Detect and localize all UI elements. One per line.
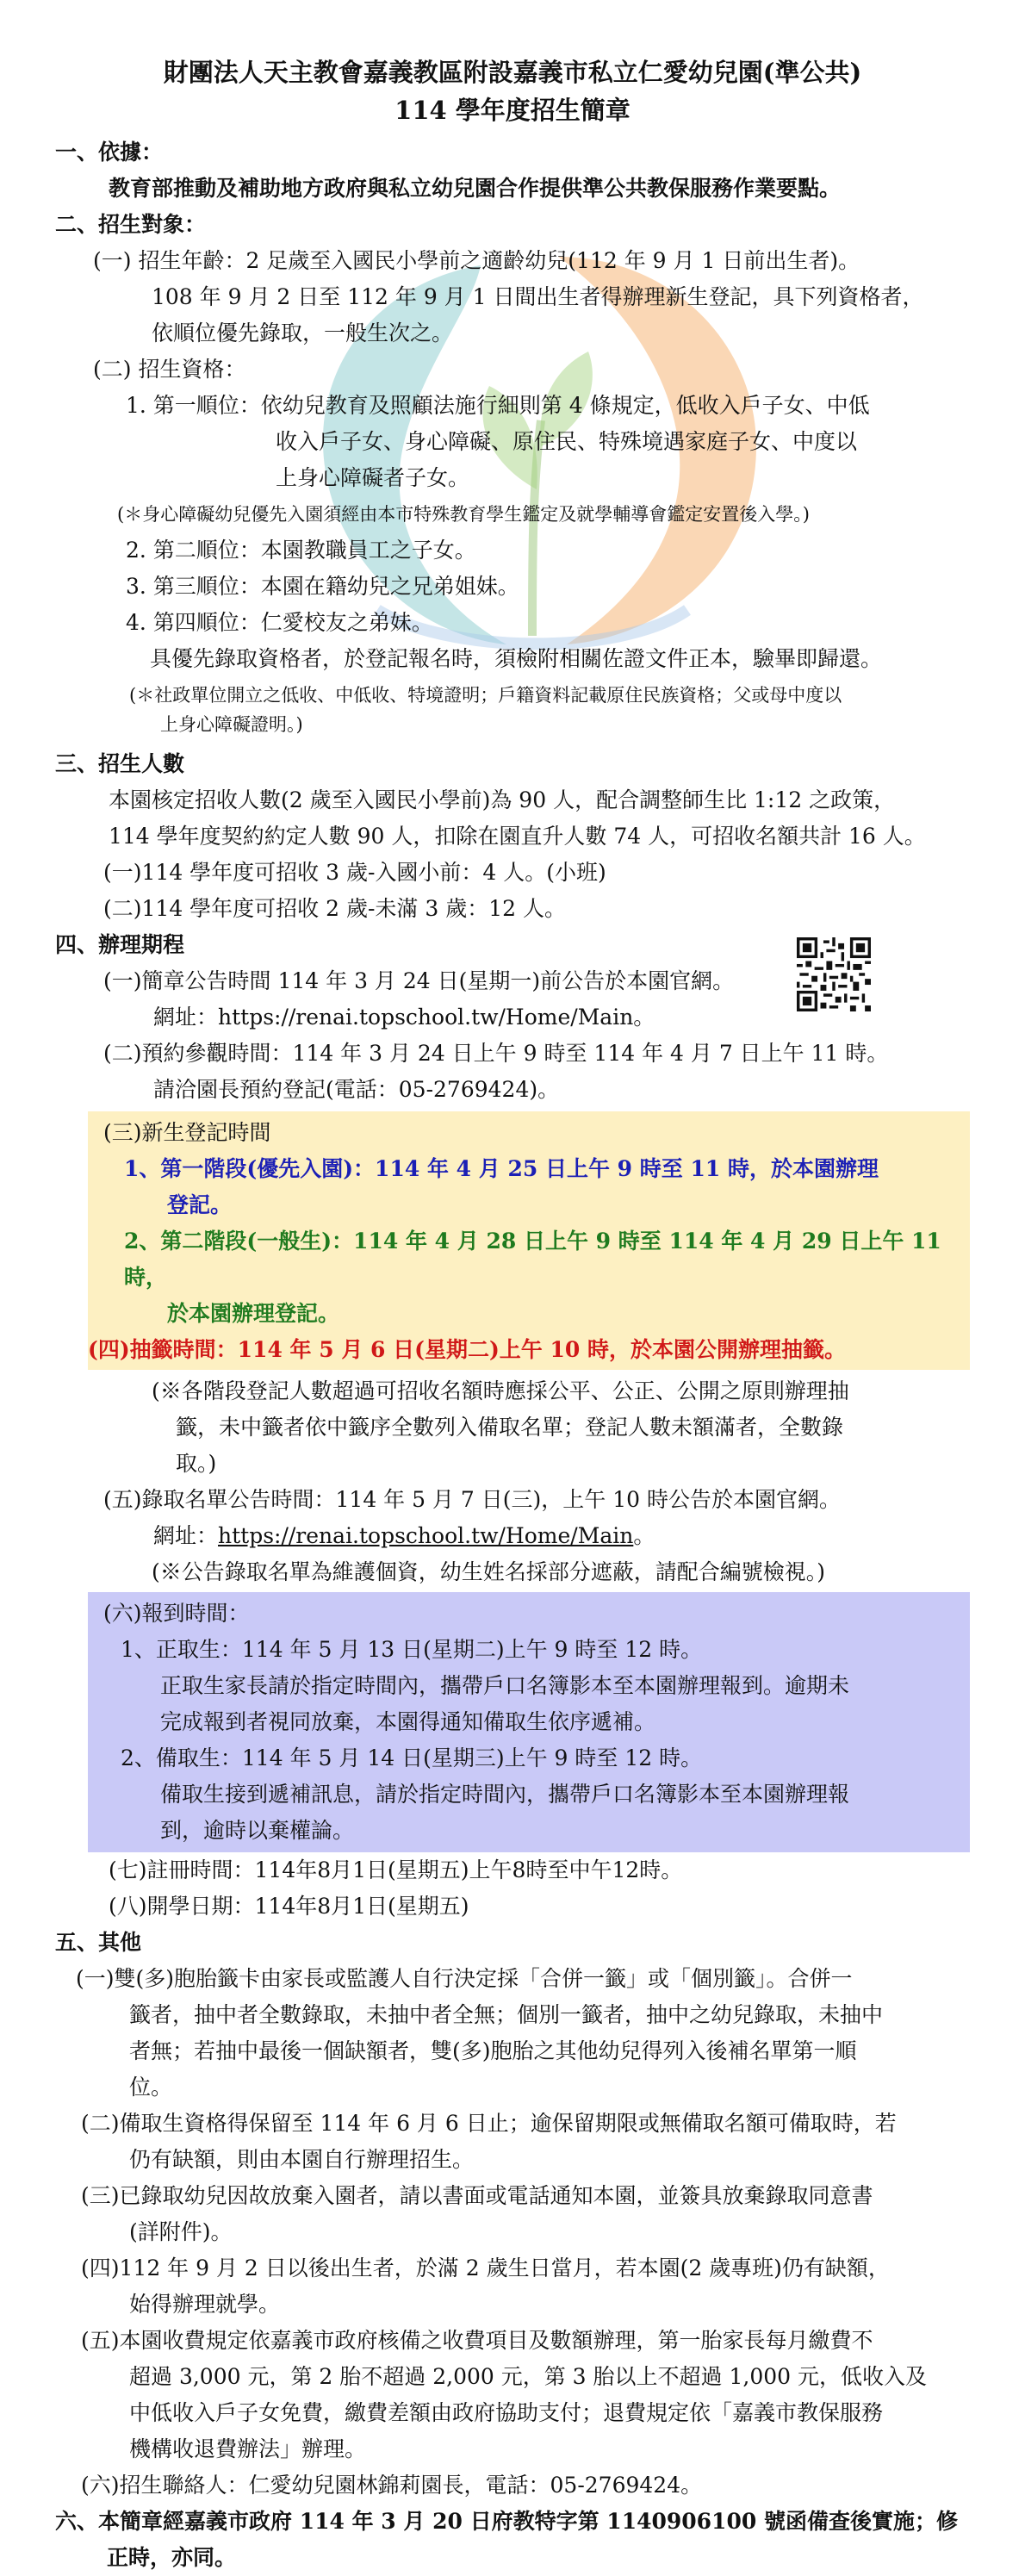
basis-text: 教育部推動及補助地方政府與私立幼兒園合作提供準公共教保服務作業要點。: [109, 176, 842, 201]
priority-3: 3. 第三順位：本園在籍幼兒之兄弟姐妹。: [126, 574, 519, 599]
visit-line: (二)預約參觀時間：114 年 3 月 24 日上午 9 時至 114 年 4 月 7 日上午 11 時。: [103, 1041, 889, 1066]
report-admitted: 1、正取生：114 年 5 月 13 日(星期二)上午 9 時至 12 時。: [121, 1637, 703, 1662]
registration-time: (七)註冊時間：114年8月1日(星期五)上午8時至中午12時。: [109, 1857, 683, 1882]
other-item: 機構收退費辦法」辦理。: [129, 2436, 367, 2461]
lottery-note: 取。): [176, 1451, 217, 1476]
registration-label: (三)新生登記時間: [103, 1120, 271, 1145]
page-subtitle: 114 學年度招生簡章: [394, 96, 631, 125]
stage-1: 1、第一階段(優先入園)：114 年 4 月 25 日上午 9 時至 11 時，於本園辦理: [124, 1156, 879, 1181]
report-waitlist: 2、備取生：114 年 5 月 14 日(星期三)上午 9 時至 12 時。: [121, 1745, 703, 1770]
quota-line: 114 學年度契約約定人數 90 人，扣除在園直升人數 74 人，可招收名額共計 16 人。: [109, 824, 926, 849]
stage-2: 2、第二階段(一般生)：114 年 4 月 28 日上午 9 時至 114 年 4 月 29 日上午 11 時，: [124, 1229, 941, 1290]
other-item: 者無；若抽中最後一個缺額者，雙(多)胞胎之其他幼兒得列入後補名單第一順: [129, 2038, 857, 2063]
stage-2: 於本園辦理登記。: [167, 1301, 340, 1326]
quota-line: (二)114 學年度可招收 2 歲-未滿 3 歲：12 人。: [103, 896, 566, 921]
results-line: (五)錄取名單公告時間：114 年 5 月 7 日(三)，上午 10 時公告於本園官網。: [103, 1487, 841, 1512]
results-website-line: [0, 1518, 1025, 1554]
qualification-label: (二) 招生資格：: [93, 357, 246, 382]
report-admitted-desc: 正取生家長請於指定時間內，攜帶戶口名簿影本至本園辦理報到。逾期未: [160, 1673, 850, 1698]
note: (＊身心障礙幼兒優先入園須經由本市特殊教育學生鑑定及就學輔導會鑑定安置後入學。): [117, 504, 810, 525]
school-start-date: (八)開學日期：114年8月1日(星期五): [109, 1894, 469, 1919]
approval-line: 正時，亦同。: [107, 2545, 237, 2570]
website-prefix: 網址：: [153, 1523, 219, 1548]
report-waitlist-desc: 備取生接到遞補訊息，請於指定時間內，攜帶戶口名簿影本至本園辦理報: [160, 1782, 850, 1807]
privacy-note: (※公告錄取名單為維護個資，幼生姓名採部分遮蔽，請配合編號檢視。): [152, 1559, 826, 1584]
other-item: (三)已錄取幼兒因故放棄入園者，請以書面或電話通知本園，並簽具放棄錄取同意書: [81, 2183, 873, 2208]
section-heading: 二、招生對象：: [55, 212, 207, 237]
section-enrollment-target: [0, 207, 1025, 739]
report-highlight: [88, 1592, 970, 1852]
other-item: (二)備取生資格得保留至 114 年 6 月 6 日止；逾保留期限或無備取名額可備取時，若: [81, 2111, 897, 2136]
other-item: 位。: [129, 2075, 173, 2100]
other-item: 始得辦理就學。: [129, 2292, 281, 2317]
stage-1: 登記。: [167, 1192, 233, 1217]
note: 上身心障礙證明。): [160, 714, 303, 735]
report-waitlist-desc: 到，逾時以棄權論。: [160, 1818, 355, 1843]
other-item: (詳附件)。: [129, 2219, 233, 2244]
age-line: (一) 招生年齡：2 足歲至入國民小學前之適齡幼兒(112 年 9 月 1 日前出生者)。: [93, 248, 860, 273]
section-enrollment-quota: [0, 746, 1025, 927]
report-admitted-desc: 完成報到者視同放棄，本園得通知備取生依序遞補。: [160, 1709, 656, 1734]
quota-line: (一)114 學年度可招收 3 歲-入國小前：4 人。(小班): [103, 860, 606, 885]
lottery-note: (※各階段登記人數超過可招收名額時應採公平、公正、公開之原則辦理抽: [152, 1378, 849, 1403]
priority-1: 收入戶子女、身心障礙、原住民、特殊境遇家庭子女、中度以: [276, 429, 858, 454]
website-line: 網址：https://renai.topschool.tw/Home/Main。: [153, 1005, 655, 1030]
section-heading: 五、其他: [55, 1930, 142, 1955]
proof-text: 具優先錄取資格者，於登記報名時，須檢附相關佐證文件正本，驗畢即歸還。: [150, 646, 883, 671]
section-heading: 一、依據：: [55, 140, 164, 165]
section-schedule: [0, 927, 1025, 1925]
page-title: 財團法人天主教會嘉義教區附設嘉義市私立仁愛幼兒園(準公共): [163, 58, 862, 87]
lottery-time: (四)抽籤時間：114 年 5 月 6 日(星期二)上午 10 時，於本園公開辦理抽籤。: [88, 1337, 847, 1362]
priority-1: 上身心障礙者子女。: [276, 465, 470, 490]
section-basis: [0, 134, 1025, 207]
website-suffix: 。: [633, 1523, 655, 1548]
age-line: 108 年 9 月 2 日至 112 年 9 月 1 日間出生者得辦理新生登記，具下列資格者，: [152, 284, 924, 309]
priority-1: 1. 第一順位：依幼兒教育及照顧法施行細則第 4 條規定，低收入戶子女、中低: [126, 393, 870, 418]
other-item: 籤者，抽中者全數錄取，未抽中者全無；個別一籤者，抽中之幼兒錄取，未抽中: [129, 2002, 884, 2027]
contact-line: (六)招生聯絡人：仁愛幼兒園林錦莉園長，電話：05-2769424。: [81, 2473, 703, 2498]
other-item: (五)本園收費規定依嘉義市政府核備之收費項目及數額辦理，第一胎家長每月繳費不: [81, 2328, 873, 2353]
other-item: (一)雙(多)胞胎籤卡由家長或監護人自行決定採「合併一籤」或「個別籤」。合併一: [76, 1966, 853, 1991]
registration-highlight: [88, 1111, 970, 1370]
website-link[interactable]: https://renai.topschool.tw/Home/Main: [218, 1523, 634, 1548]
note: (＊社政單位開立之低收、中低收、特境證明；戶籍資料記載原住民族資格；父或母中度以: [129, 685, 842, 706]
priority-4: 4. 第四順位：仁愛校友之弟妹。: [126, 610, 433, 635]
other-item: 仍有缺額，則由本園自行辦理招生。: [129, 2147, 475, 2172]
quota-line: 本園核定招收人數(2 歲至入國民小學前)為 90 人，配合調整師生比 1:12 之政策，: [109, 787, 896, 812]
section-heading: 三、招生人數: [55, 751, 185, 776]
report-label: (六)報到時間：: [103, 1601, 250, 1626]
section-heading: 四、辦理期程: [55, 932, 185, 957]
section-other: [0, 1925, 1025, 2504]
announce-line: (一)簡章公告時間 114 年 3 月 24 日(星期一)前公告於本園官網。: [103, 968, 735, 993]
other-item: 超過 3,000 元，第 2 胎不超過 2,000 元，第 3 胎以上不超過 1,000 元，低收入及: [129, 2364, 927, 2389]
approval-line: 六、本簡章經嘉義市政府 114 年 3 月 20 日府教特字第 1140906100 號函備查後實施；修: [55, 2509, 958, 2534]
age-line: 依順位優先錄取，一般生次之。: [152, 320, 454, 345]
priority-2: 2. 第二順位：本園教職員工之子女。: [126, 538, 476, 563]
other-item: 中低收入戶子女免費，繳費差額由政府協助支付；退費規定依「嘉義市教保服務: [129, 2400, 884, 2425]
visit-line: 請洽園長預約登記(電話：05-2769424)。: [153, 1077, 560, 1102]
lottery-note: 籤，未中籤者依中籤序全數列入備取名單；登記人數未額滿者，全數錄: [176, 1415, 844, 1440]
section-approval: [0, 2504, 1025, 2576]
other-item: (四)112 年 9 月 2 日以後出生者，於滿 2 歲生日當月，若本園(2 歲專班)仍有缺額，: [81, 2256, 890, 2280]
